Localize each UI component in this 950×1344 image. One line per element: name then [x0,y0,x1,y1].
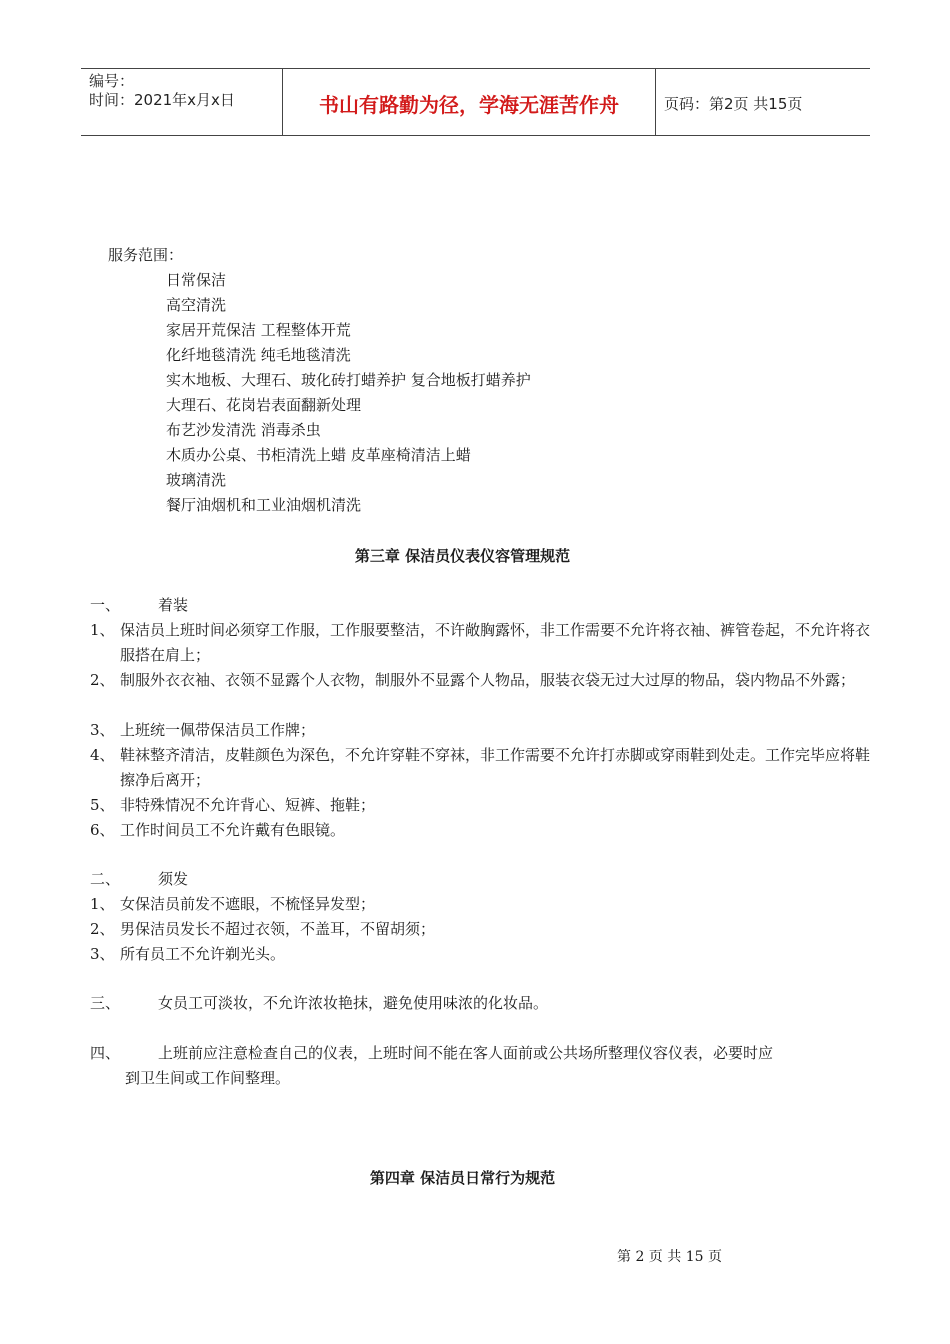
item-number: 4、 [90,746,115,764]
item-number: 3、 [90,945,115,963]
list-item [90,892,880,917]
item-text: 工作时间员工不允许戴有色眼镜。 [120,821,346,839]
item-number: 5、 [90,796,115,814]
section-title: 着装 [158,596,189,614]
section-heading [90,867,188,892]
item-text: 所有员工不允许剃光头。 [120,945,286,963]
service-title: 服务范围： [108,246,184,264]
item-text: 上班统一佩带保洁员工作牌； [120,721,316,739]
item-number: 1、 [90,895,115,913]
service-item: 化纤地毯清洗 纯毛地毯清洗 [166,346,351,364]
section-heading [90,593,188,618]
service-item: 大理石、花岗岩表面翻新处理 [166,396,362,414]
item-number: 2、 [90,671,115,689]
item-text: 制服外衣衣袖、衣领不显露个人衣物，制服外不显露个人物品，服装衣袋无过大过厚的物品，袋内物品不外露； [120,671,856,689]
service-item: 实木地板、大理石、玻化砖打蜡养护 复合地板打蜡养护 [166,371,531,389]
header-page-info: 页码：第2页 共15页 [664,95,803,113]
section-text: 女员工可淡妆，不允许浓妆艳抹，避免使用味浓的化妆品。 [158,994,549,1012]
item-number: 1、 [90,621,115,639]
service-item: 日常保洁 [166,271,227,289]
list-item [90,743,880,793]
item-text: 鞋袜整齐清洁，皮鞋颜色为深色，不允许穿鞋不穿袜，非工作需要不允许打赤脚或穿雨鞋到处走。工作完毕应将鞋擦净后离开； [120,746,871,789]
number-label: 编号： [89,72,135,90]
section-label: 四、 [90,1044,121,1062]
list-item [90,668,880,693]
list-item [90,793,880,818]
service-item: 餐厅油烟机和工业油烟机清洗 [166,496,362,514]
chapter-title: 第三章 保洁员仪表仪容管理规范 [354,547,571,565]
page-header [81,68,870,136]
list-item [90,718,880,743]
list-item [90,917,880,942]
item-text: 非特殊情况不允许背心、短裤、拖鞋； [120,796,376,814]
item-number: 3、 [90,721,115,739]
list-item [90,942,880,967]
section-label: 三、 [90,994,121,1012]
service-item: 家居开荒保洁 工程整体开荒 [166,321,351,339]
item-number: 2、 [90,920,115,938]
section-label: 一、 [90,596,121,614]
header-motto: 书山有路勤为径，学海无涯苦作舟 [319,93,619,117]
item-number: 6、 [90,821,115,839]
section-text-continued: 到卫生间或工作间整理。 [125,1069,291,1087]
section-text: 上班前应注意检查自己的仪表，上班时间不能在客人面前或公共场所整理仪容仪表，必要时应 [158,1044,774,1062]
header-meta [89,72,235,110]
service-item: 木质办公桌、书柜清洗上蜡 皮革座椅清洁上蜡 [166,446,471,464]
service-item: 布艺沙发清洗 消毒杀虫 [166,421,321,439]
section-paragraph [90,991,548,1016]
header-divider [655,68,656,136]
list-item [90,818,880,843]
service-item: 玻璃清洗 [166,471,227,489]
section-label: 二、 [90,870,121,888]
item-text: 女保洁员前发不遮眼，不梳怪异发型； [120,895,376,913]
section-title: 须发 [158,870,189,888]
section-paragraph [90,1041,773,1066]
list-item [90,618,880,668]
date-label: 时间：2021年x月x日 [89,91,235,109]
service-item: 高空清洗 [166,296,227,314]
chapter-title: 第四章 保洁员日常行为规范 [369,1169,556,1187]
item-text: 男保洁员发长不超过衣领，不盖耳，不留胡须； [120,920,436,938]
item-text: 保洁员上班时间必须穿工作服，工作服要整洁，不许敞胸露怀，非工作需要不允许将衣袖、裤管卷起，不允许将衣服搭在肩上； [120,621,871,664]
page-footer: 第 2 页 共 15 页 [617,1249,722,1265]
